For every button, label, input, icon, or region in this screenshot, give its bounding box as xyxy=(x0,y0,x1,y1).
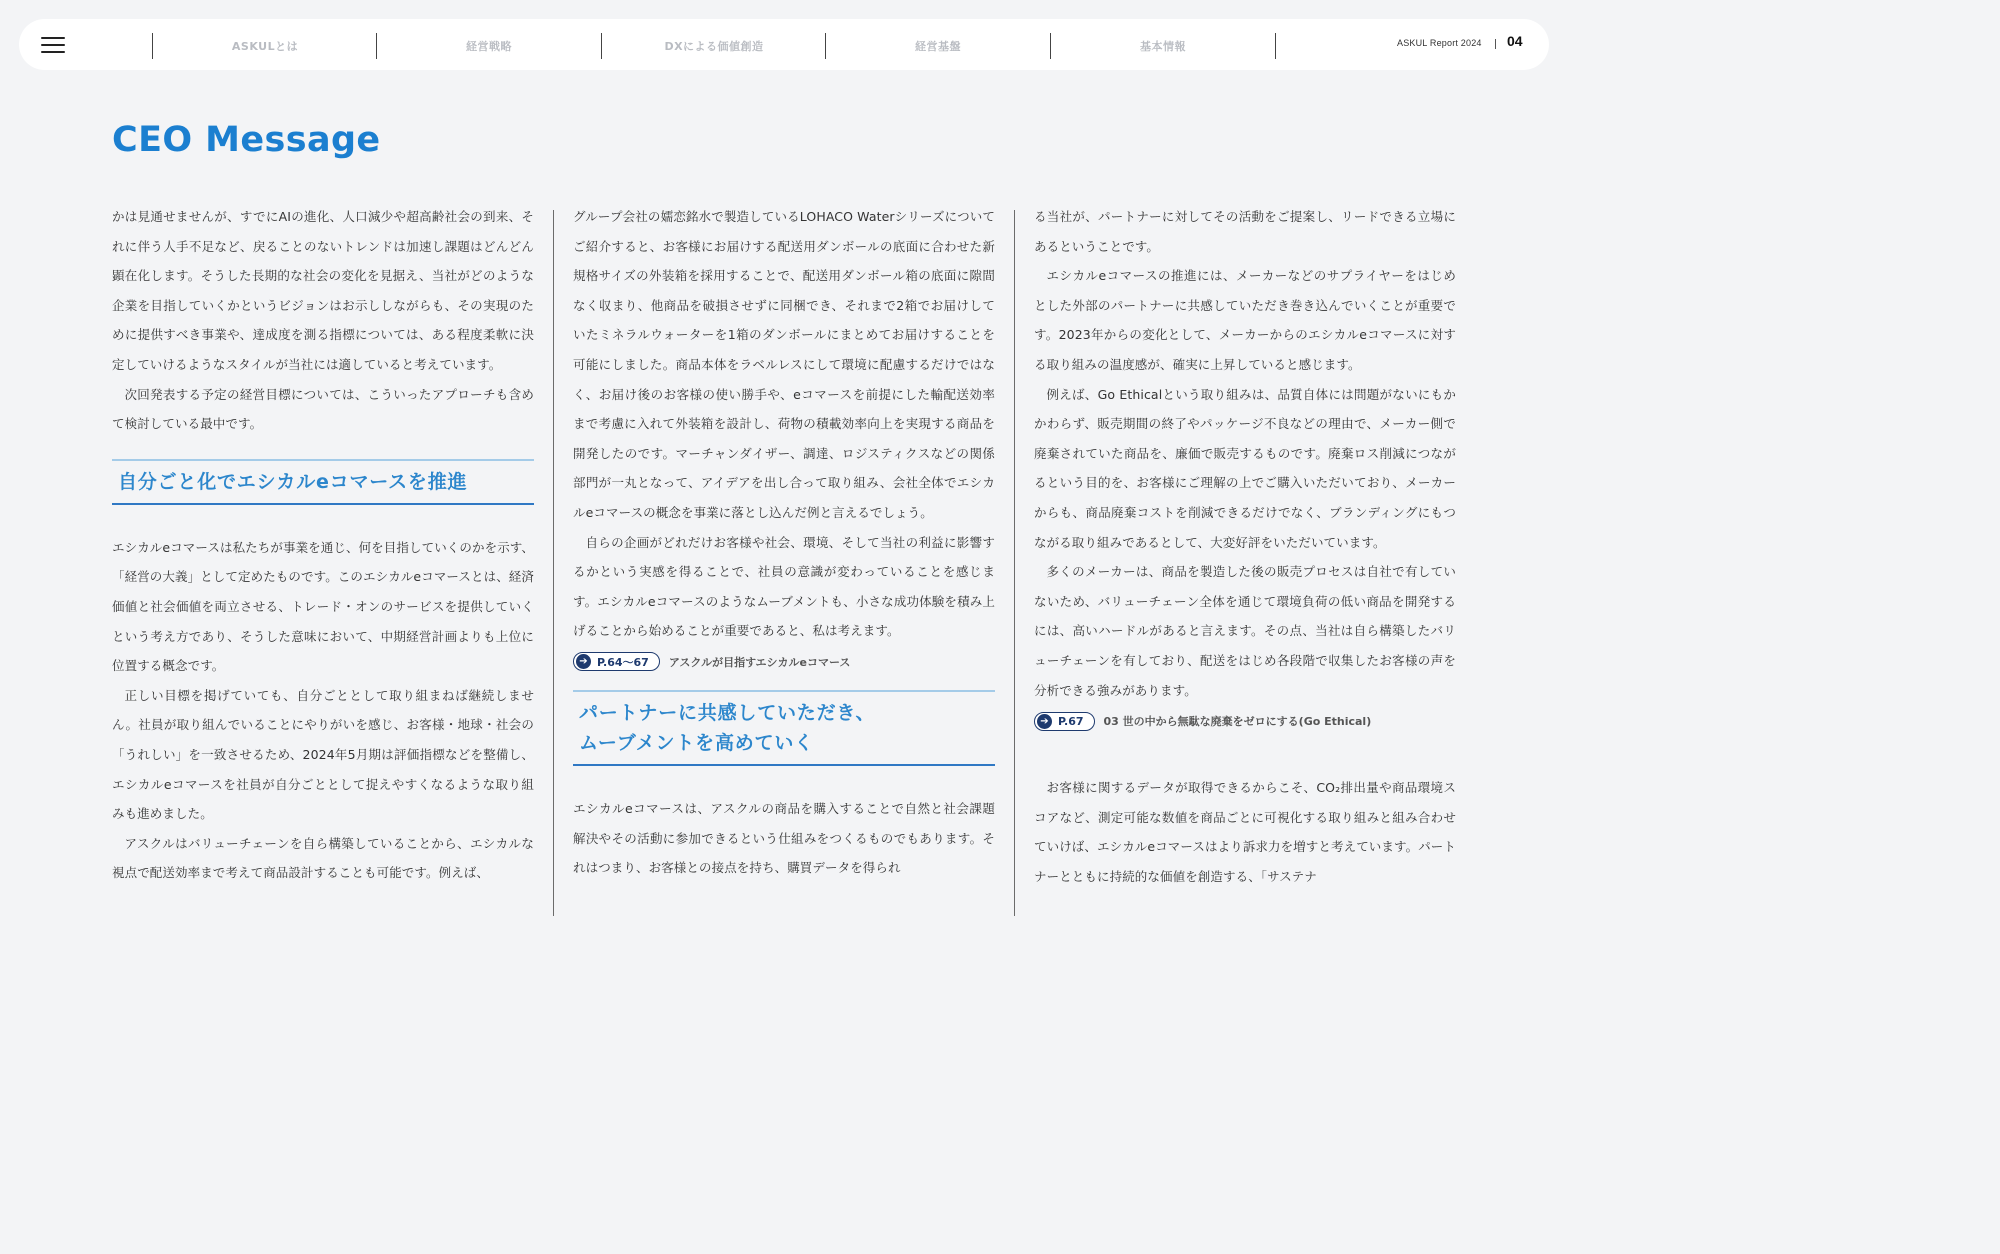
column-divider xyxy=(553,210,554,916)
paragraph: エシカルeコマースは私たちが事業を通じ、何を目指していくのかを示す、「経営の大義」として定めたものです。このエシカルeコマースとは、経済価値と社会価値を両立させる、トレード・オンのサービスを提供していくという考え方であり、そうした意味において、中期経営計画よりも上位に位置する概念です。 xyxy=(112,539,534,674)
page-reference xyxy=(573,650,995,674)
section-heading-box xyxy=(573,690,995,766)
paragraph: グループ会社の嬬恋銘水で製造しているLOHACO Waterシリーズについてご紹介すると、お客様にお届けする配送用ダンボールの底面に合わせた新規格サイズの外装箱を採用することで、配送用ダンボール箱の底面に隙間なく収まり、他商品を破損させずに同梱でき、それまで2箱でお届けしていたミネラルウォーターを1箱のダンボールにまとめてお届けすることを可能にしました。商品本体をラベルレスにして環境に配慮するだけではなく、お届け後のお客様の使い勝手や、eコマースを前提にした輸配送効率まで考慮に入れて外装箱を設計し、荷物の積載効率向上を実現する商品を開発したのです。マーチャンダイザー、調達、ロジスティクスなどの関係部門が一丸となって、アイデアを出し合って取り組み、会社全体でエシカルeコマースの概念を事業に落とし込んだ例と言えるでしょう。 xyxy=(573,209,995,520)
reference-text: 03 世の中から無駄な廃棄をゼロにする(Go Ethical) xyxy=(1103,715,1372,729)
paragraph: アスクルはバリューチェーンを自ら構築していることから、エシカルな視点で配送効率まで考えて商品設計することも可能です。例えば、 xyxy=(112,835,534,881)
text-column-2 xyxy=(573,202,995,883)
nav-divider xyxy=(1275,33,1276,59)
report-label: ASKUL Report 2024 xyxy=(1397,38,1482,48)
paragraph: 例えば、Go Ethicalという取り組みは、品質自体には問題がないにもかかわらず、販売期間の終了やパッケージ不良などの理由で、メーカー側で廃棄されていた商品を、廉価で販売するものです。廃棄ロス削減につながるという目的を、お客様にご理解の上でご購入いただいており、メーカーからも、商品廃棄コストを削減できるだけでなく、ブランディングにもつながる取り組みであるとして、大変好評をいただいています。 xyxy=(1034,386,1456,550)
nav-item-foundation[interactable]: 経営基盤 xyxy=(915,40,961,53)
top-navigation-bar xyxy=(19,19,1549,70)
text-column-1 xyxy=(112,202,534,888)
page-reference-link[interactable] xyxy=(1034,712,1095,731)
page-number: 04 xyxy=(1507,33,1523,49)
section-heading-line-2: ムーブメントを高めていく xyxy=(579,731,814,754)
page-reference-link[interactable] xyxy=(573,652,660,671)
section-heading: 自分ごと化でエシカルeコマースを推進 xyxy=(118,470,468,493)
nav-item-dx-value[interactable]: DXによる価値創造 xyxy=(664,40,764,53)
page-reference xyxy=(1034,709,1456,733)
page-title: CEO Message xyxy=(112,120,381,160)
paragraph: 自らの企画がどれだけお客様や社会、環境、そして当社の利益に影響するかという実感を得ることで、社員の意識が変わっていることを感じます。エシカルeコマースのようなムーブメントも、小さな成功体験を積み上げることから始めることが重要であると、私は考えます。 xyxy=(573,534,995,639)
paragraph: 次回発表する予定の経営目標については、こういったアプローチも含めて検討している最中です。 xyxy=(112,386,534,432)
section-heading-line-1: パートナーに共感していただき、 xyxy=(579,701,876,724)
section-heading-box xyxy=(112,459,534,505)
arrow-right-icon: ➔ xyxy=(1037,714,1052,729)
paragraph: エシカルeコマースの推進には、メーカーなどのサプライヤーをはじめとした外部のパートナーに共感していただき巻き込んでいくことが重要です。2023年からの変化として、メーカーからのエシカルeコマースに対する取り組みの温度感が、確実に上昇していると感じます。 xyxy=(1034,268,1456,372)
nav-item-basic-info[interactable]: 基本情報 xyxy=(1140,40,1186,53)
column-divider xyxy=(1014,210,1015,916)
arrow-right-icon: ➔ xyxy=(576,654,591,669)
hamburger-menu-icon[interactable] xyxy=(41,37,67,53)
reference-page: P.67 xyxy=(1058,714,1084,728)
paragraph: お客様に関するデータが取得できるからこそ、CO₂排出量や商品環境スコアなど、測定可能な数値を商品ごとに可視化する取り組みと組み合わせていけば、エシカルeコマースはより訴求力を増すと考えています。パートナーとともに持続的な価値を創造する、「サステナ xyxy=(1034,780,1456,884)
reference-text: アスクルが目指すエシカルeコマース xyxy=(668,655,851,669)
nav-item-askul-about[interactable]: ASKULとは xyxy=(231,40,299,53)
paragraph: 正しい目標を掲げていても、自分ごととして取り組まねば継続しません。社員が取り組んでいることにやりがいを感じ、お客様・地球・社会の「うれしい」を一致させるため、2024年5月期は評価指標などを整備し、エシカルeコマースを社員が自分ごととして捉えやすくなるような取り組みも進めました。 xyxy=(112,687,534,822)
nav-item-strategy[interactable]: 経営戦略 xyxy=(466,40,512,53)
reference-page: P.64～67 xyxy=(597,655,649,669)
paragraph: る当社が、パートナーに対してその活動をご提案し、リードできる立場にあるということです。 xyxy=(1034,209,1456,254)
paragraph: かは見通せませんが、すでにAIの進化、人口減少や超高齢社会の到来、それに伴う人手不足など、戻ることのないトレンドは加速し課題はどんどん顕在化します。そうした長期的な社会の変化を見据え、当社がどのような企業を目指していくかというビジョンはお示ししながらも、その実現のために提供すべき事業や、達成度を測る指標については、ある程度柔軟に決定していけるようなスタイルが当社には適していると考えています。 xyxy=(112,209,534,372)
report-divider xyxy=(1495,39,1496,49)
paragraph: エシカルeコマースは、アスクルの商品を購入することで自然と社会課題解決やその活動に参加できるという仕組みをつくるものでもあります。それはつまり、お客様との接点を持ち、購買データを得られ xyxy=(573,800,995,876)
paragraph: 多くのメーカーは、商品を製造した後の販売プロセスは自社で有していないため、バリューチェーン全体を通じて環境負荷の低い商品を開発するには、高いハードルがあると言えます。その点、当社は自ら構築したバリューチェーンを有しており、配送をはじめ各段階で収集したお客様の声を分析できる強みがあります。 xyxy=(1034,564,1456,698)
text-column-3 xyxy=(1034,202,1456,891)
